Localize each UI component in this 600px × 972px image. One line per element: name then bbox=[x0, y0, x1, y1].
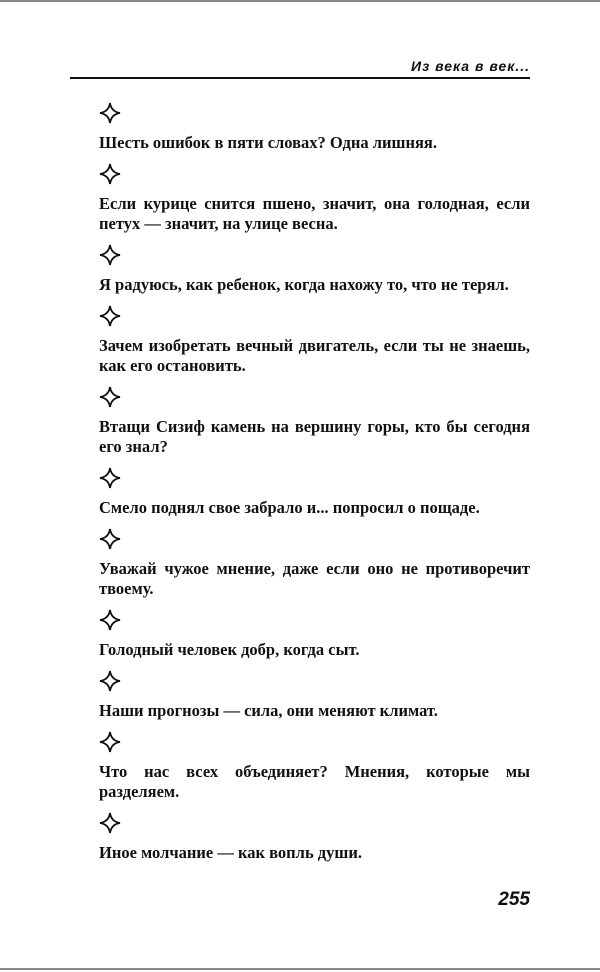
aphorism-entry bbox=[99, 305, 530, 376]
page-number: 255 bbox=[498, 889, 530, 910]
aphorism-text: Смело поднял свое забрало и... попросил о пощаде. bbox=[99, 498, 480, 517]
aphorism-list bbox=[99, 92, 530, 863]
aphorism-text: Шесть ошибок в пяти словах? Одна лишняя. bbox=[99, 133, 437, 152]
aphorism-text: Иное молчание — как вопль души. bbox=[99, 843, 362, 862]
running-title: Из века в век... bbox=[411, 58, 530, 74]
aphorism-text: Я радуюсь, как ребенок, когда нахожу то, что не терял. bbox=[99, 275, 509, 294]
aphorism-entry bbox=[99, 102, 530, 153]
four-point-star-icon bbox=[99, 386, 121, 408]
aphorism-text: Если курице снится пшено, значит, она голодная, если петух — значит, на улице весна. bbox=[99, 194, 530, 233]
aphorism-entry bbox=[99, 670, 530, 721]
aphorism-entry bbox=[99, 812, 530, 863]
aphorism-text: Уважай чужое мнение, даже если оно не противоречит твоему. bbox=[99, 559, 530, 598]
aphorism-entry bbox=[99, 244, 530, 295]
four-point-star-icon bbox=[99, 163, 121, 185]
aphorism-entry bbox=[99, 386, 530, 457]
four-point-star-icon bbox=[99, 305, 121, 327]
four-point-star-icon bbox=[99, 812, 121, 834]
aphorism-entry bbox=[99, 528, 530, 599]
aphorism-entry bbox=[99, 731, 530, 802]
aphorism-text: Что нас всех объединяет? Мнения, которые мы разделяем. bbox=[99, 762, 530, 801]
aphorism-text: Наши прогнозы — сила, они меняют климат. bbox=[99, 701, 438, 720]
aphorism-text: Голодный человек добр, когда сыт. bbox=[99, 640, 360, 659]
four-point-star-icon bbox=[99, 244, 121, 266]
aphorism-text: Втащи Сизиф камень на вершину горы, кто бы сегодня его знал? bbox=[99, 417, 530, 456]
four-point-star-icon bbox=[99, 670, 121, 692]
header-rule bbox=[70, 77, 530, 79]
four-point-star-icon bbox=[99, 731, 121, 753]
aphorism-entry bbox=[99, 609, 530, 660]
four-point-star-icon bbox=[99, 102, 121, 124]
four-point-star-icon bbox=[99, 609, 121, 631]
page-bottom-border bbox=[0, 968, 600, 970]
page-top-border bbox=[0, 0, 600, 2]
four-point-star-icon bbox=[99, 528, 121, 550]
four-point-star-icon bbox=[99, 467, 121, 489]
aphorism-entry bbox=[99, 467, 530, 518]
aphorism-text: Зачем изобретать вечный двигатель, если ты не знаешь, как его остановить. bbox=[99, 336, 530, 375]
aphorism-entry bbox=[99, 163, 530, 234]
